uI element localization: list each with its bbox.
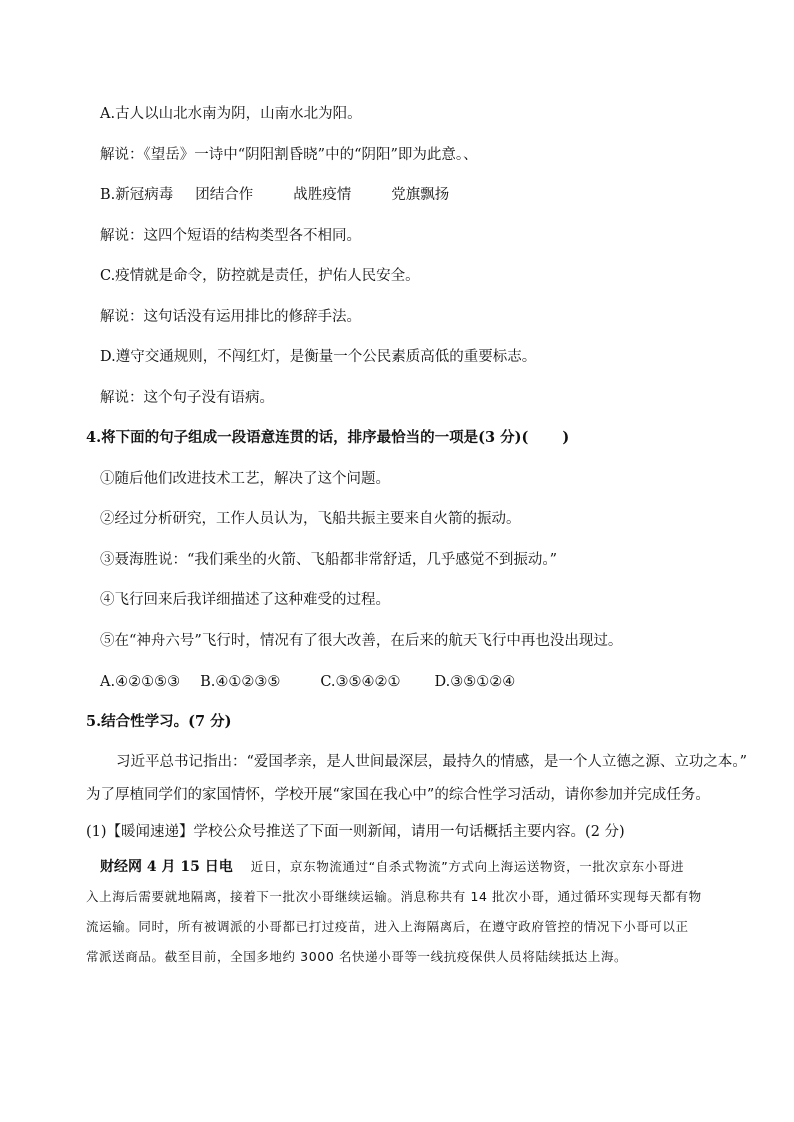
q4-stem-text: 4.将下面的句子组成一段语意连贯的话，排序最恰当的一项是(3 分)( — [86, 429, 529, 446]
q3-option-b-label: B.新冠病毒 — [100, 187, 174, 203]
q3-option-d: D.遵守交通规则，不闯红灯，是衡量一个公民素质高低的重要标志。 — [100, 349, 537, 365]
q3-option-b-phrase-2: 团结合作 — [195, 187, 254, 203]
q4-option-b: B.④①②③⑤ — [200, 674, 281, 690]
q5-title: 5.结合性学习。(7 分) — [86, 713, 232, 730]
q4-option-d: D.③⑤①②④ — [434, 674, 516, 690]
q4-sentence-2: ②经过分析研究，工作人员认为，飞船共振主要来自火箭的振动。 — [100, 511, 521, 527]
news-line-2: 入上海后需要就地隔离，接着下一批次小哥继续运输。消息称共有 14 批次小哥，通过循环实现每天都有物 — [86, 889, 702, 904]
q3-option-a: A.古人以山北水南为阴，山南水北为阳。 — [100, 106, 362, 122]
news-dateline: 财经网 4 月 15 日电 — [100, 859, 233, 875]
q4-stem-close: ) — [562, 429, 570, 446]
news-line-4: 常派送商品。截至目前，全国多地约 3000 名快递小哥等一线抗疫保供人员将陆续抵达上海。 — [86, 949, 628, 964]
q3-option-a-explanation: 解说：《望岳》一诗中“阴阳割昏晓”中的“阴阳”即为此意。、 — [100, 147, 478, 163]
q3-option-b-phrase-4: 党旗飘扬 — [391, 187, 450, 203]
q3-option-c: C.疫情就是命令，防控就是责任，护佑人民安全。 — [100, 268, 420, 284]
q3-option-b-explanation: 解说：这四个短语的结构类型各不相同。 — [100, 228, 361, 244]
q4-stem — [86, 428, 569, 448]
q5-intro-line-2: 为了厚植同学们的家国情怀，学校开展“家国在我心中”的综合性学习活动，请你参加并完成任务。 — [86, 787, 710, 803]
news-text-1: 近日，京东物流通过“自杀式物流”方式向上海运送物资，一批次京东小哥进 — [250, 859, 685, 874]
q3-option-d-explanation: 解说：这个句子没有语病。 — [100, 390, 274, 406]
q3-option-c-explanation: 解说：这句话没有运用排比的修辞手法。 — [100, 309, 361, 325]
q4-sentence-3: ③聂海胜说：“我们乘坐的火箭、飞船都非常舒适，几乎感觉不到振动。” — [100, 552, 558, 568]
q5-intro-line-1: 习近平总书记指出：“爱国孝亲，是人世间最深层，最持久的情感，是一个人立德之源、立功之本。” — [116, 754, 748, 770]
q4-sentence-4: ④飞行回来后我详细描述了这种难受的过程。 — [100, 592, 390, 608]
q4-option-a: A.④②①⑤③ — [100, 674, 181, 690]
news-article — [86, 852, 726, 972]
q4-sentence-1: ①随后他们改进技术工艺，解决了这个问题。 — [100, 471, 390, 487]
q4-option-c: C.③⑤④②① — [320, 674, 401, 690]
q4-sentence-5: ⑤在“神舟六号”飞行时，情况有了很大改善，在后来的航天飞行中再也没出现过。 — [100, 633, 623, 649]
q3-option-b-phrase-3: 战胜疫情 — [293, 187, 352, 203]
q4-options — [100, 672, 515, 692]
news-line-1 — [86, 852, 726, 882]
news-line-3: 流运输。同时，所有被调派的小哥都已打过疫苗，进入上海隔离后，在遵守政府管控的情况下小哥可以正 — [86, 919, 689, 934]
q5-task-1: (1)【暖闻速递】学校公众号推送了下面一则新闻，请用一句话概括主要内容。(2 分) — [86, 824, 625, 840]
q3-option-b — [100, 185, 449, 205]
